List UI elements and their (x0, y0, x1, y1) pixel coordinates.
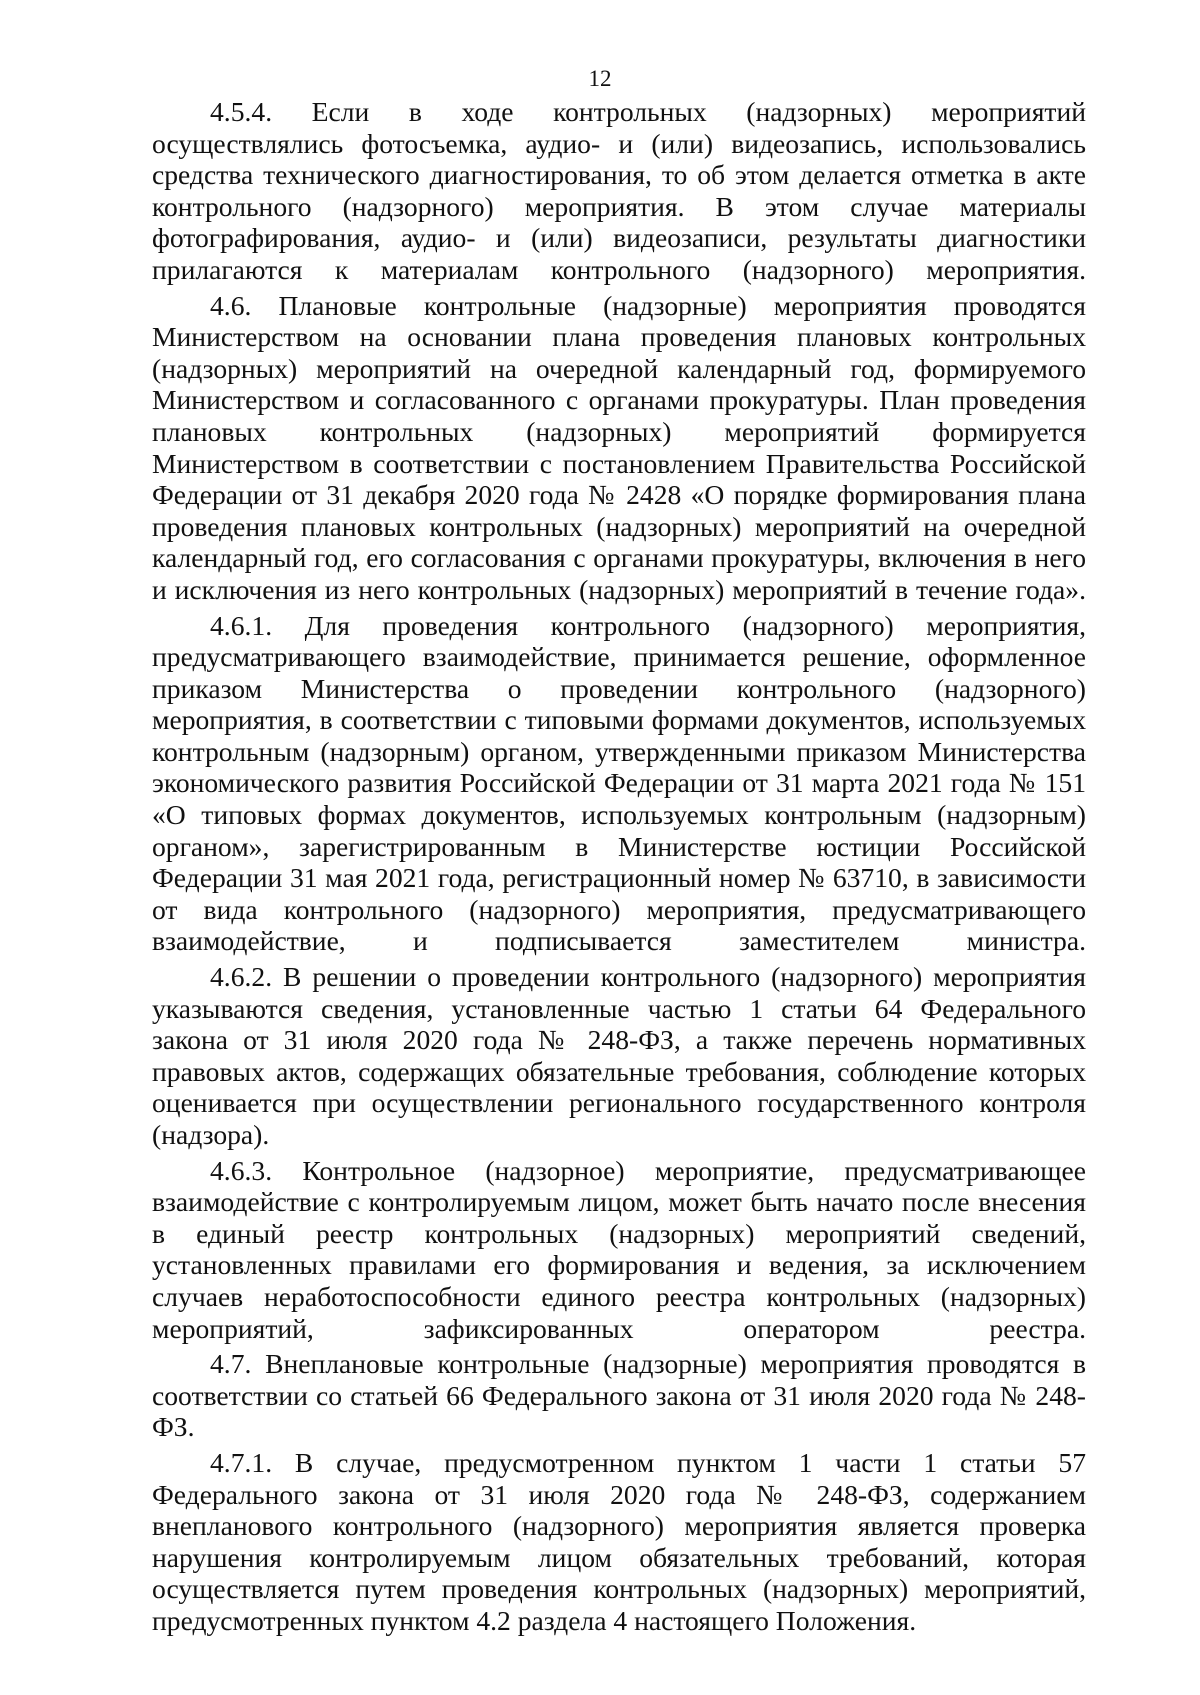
document-body (152, 96, 1086, 1641)
paragraph-4-6-2: 4.6.2. В решении о проведении контрольного (надзорного) мероприятия указываются сведения, установленные частью 1 статьи 64 Федерального закона от 31 июля 2020 года № 248-ФЗ, а также перечень нормативных правовых актов, содержащих обязательные требования, соблюдение которых оценивается при осуществлении регионального государственного контроля (надзора). (152, 961, 1086, 1150)
paragraph-4-5-4: 4.5.4. Если в ходе контрольных (надзорных) мероприятий осуществлялись фотосъемка, аудио- и (или) видеозапись, использовались средства технического диагностирования, то об этом делается отметка в акте контрольного (надзорного) мероприятия. В этом случае материалы фотографирования, аудио- и (или) видеозаписи, результаты диагностики прилагаются к материалам контрольного (надзорного) мероприятия. (152, 96, 1086, 285)
page-number: 12 (588, 66, 612, 91)
paragraph-4-6-1: 4.6.1. Для проведения контрольного (надзорного) мероприятия, предусматривающего взаимодействие, принимается решение, оформленное приказом Министерства о проведении контрольного (надзорного) мероприятия, в соответствии с типовыми формами документов, используемых контрольным (надзорным) органом, утвержденными приказом Министерства экономического развития Российской Федерации от 31 марта 2021 года № 151 «О типовых формах документов, используемых контрольным (надзорным) органом», зарегистрированным в Министерстве юстиции Российской Федерации 31 мая 2021 года, регистрационный номер № 63710, в зависимости от вида контрольного (надзорного) мероприятия, предусматривающего взаимодействие, и подписывается заместителем министра. (152, 609, 1086, 957)
paragraph-4-6-3: 4.6.3. Контрольное (надзорное) мероприятие, предусматривающее взаимодействие с контролируемым лицом, может быть начато после внесения в единый реестр контрольных (надзорных) мероприятий сведений, установленных правилами его формирования и ведения, за исключением случаев неработоспособности единого реестра контрольных (надзорных) мероприятий, зафиксированных оператором реестра. (152, 1154, 1086, 1344)
paragraph-4-7-1: 4.7.1. В случае, предусмотренном пунктом 1 части 1 статьи 57 Федерального закона от 31 июля 2020 года № 248-ФЗ, содержанием внепланового контрольного (надзорного) мероприятия является проверка нарушения контролируемым лицом обязательных требований, которая осуществляется путем проведения контрольных (надзорных) мероприятий, предусмотренных пунктом 4.2 раздела 4 настоящего Положения. (152, 1446, 1086, 1636)
paragraph-4-6: 4.6. Плановые контрольные (надзорные) мероприятия проводятся Министерством на основании плана проведения плановых контрольных (надзорных) мероприятий на очередной календарный год, формируемого Министерством и согласованного с органами прокуратуры. План проведения плановых контрольных (надзорных) мероприятий формируется Министерством в соответствии с постановлением Правительства Российской Федерации от 31 декабря 2020 года № 2428 «О порядке формирования плана проведения плановых контрольных (надзорных) мероприятий на очередной календарный год, его согласования с органами прокуратуры, включения в него и исключения из него контрольных (надзорных) мероприятий в течение года». (152, 289, 1086, 605)
paragraph-4-7: 4.7. Внеплановые контрольные (надзорные) мероприятия проводятся в соответствии со статьей 66 Федерального закона от 31 июля 2020 года № 248-ФЗ. (152, 1348, 1086, 1443)
